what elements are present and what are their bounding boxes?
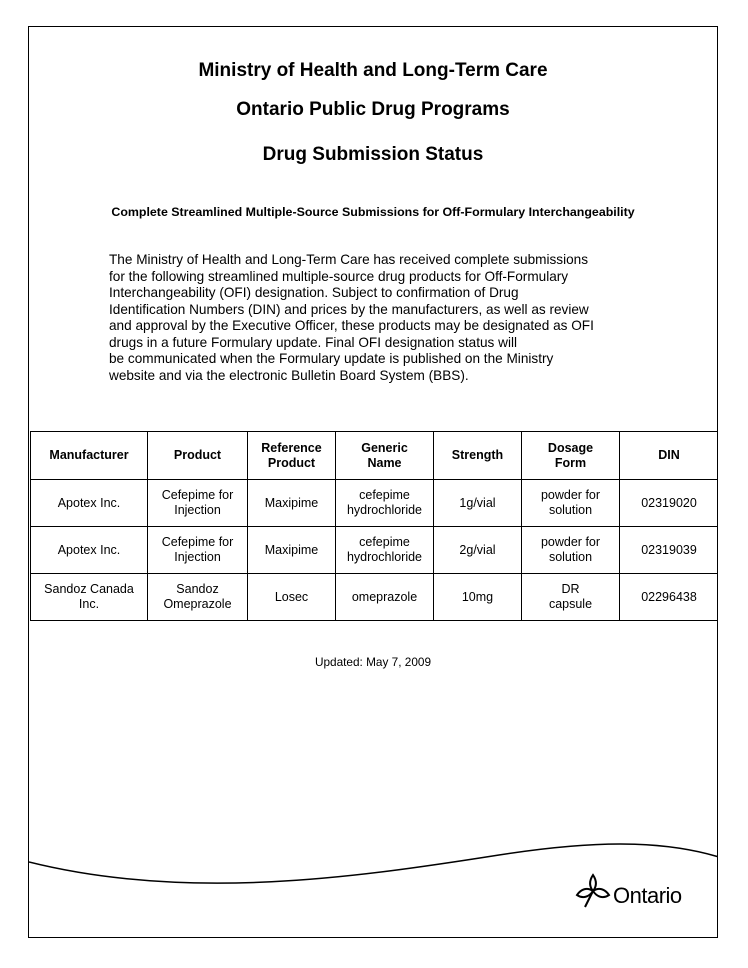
cell-strength: 10mg: [434, 574, 522, 621]
cell-product: Cefepime for Injection: [148, 527, 248, 574]
cell-reference: Maxipime: [248, 527, 336, 574]
cell-strength: 1g/vial: [434, 480, 522, 527]
column-header-reference-product: Reference Product: [248, 432, 336, 480]
cell-generic: cefepime hydrochloride: [336, 527, 434, 574]
intro-line: be communicated when the Formulary update is published on the Ministry: [109, 351, 554, 366]
column-header-dosage-form: Dosage Form: [522, 432, 620, 480]
column-header-product: Product: [148, 432, 248, 480]
table-header-row: [31, 432, 719, 480]
cell-din: 02319020: [620, 480, 719, 527]
cell-generic: omeprazole: [336, 574, 434, 621]
document-page: [28, 26, 718, 938]
cell-manufacturer: Apotex Inc.: [31, 527, 148, 574]
cell-dosage: powder for solution: [522, 527, 620, 574]
updated-date: Updated: May 7, 2009: [314, 655, 432, 669]
intro-line: and approval by the Executive Officer, these products may be designated as OFI: [109, 318, 594, 333]
cell-reference: Losec: [248, 574, 336, 621]
section-subtitle: Complete Streamlined Multiple-Source Submissions for Off-Formulary Interchangeability: [111, 205, 635, 219]
ministry-title: Ministry of Health and Long-Term Care: [198, 60, 548, 81]
column-header-generic-name: Generic Name: [336, 432, 434, 480]
program-title: Ontario Public Drug Programs: [236, 99, 510, 120]
cell-reference: Maxipime: [248, 480, 336, 527]
intro-line: Identification Numbers (DIN) and prices by the manufacturers, as well as review: [109, 301, 589, 317]
intro-line: drugs in a future Formulary update. Final OFI designation status will: [109, 334, 518, 350]
cell-manufacturer: Apotex Inc.: [31, 480, 148, 527]
cell-product: Sandoz Omeprazole: [148, 574, 248, 621]
intro-paragraph: [109, 252, 669, 384]
column-header-strength: Strength: [434, 432, 522, 480]
cell-din: 02296438: [620, 574, 719, 621]
intro-line: website and via the electronic Bulletin Board System (BBS).: [109, 367, 469, 383]
cell-din: 02319039: [620, 527, 719, 574]
table-row: [31, 574, 719, 621]
cell-generic: cefepime hydrochloride: [336, 480, 434, 527]
intro-line: for the following streamlined multiple-source drug products for Off-Formulary: [109, 268, 569, 284]
logo-wordmark: Ontario: [613, 883, 682, 908]
table-row: [31, 527, 719, 574]
drug-table: [30, 431, 718, 621]
cell-manufacturer: Sandoz Canada Inc.: [31, 574, 148, 621]
column-header-manufacturer: Manufacturer: [31, 432, 148, 480]
cell-strength: 2g/vial: [434, 527, 522, 574]
column-header-din: DIN: [620, 432, 719, 480]
ontario-logo: [573, 867, 693, 913]
cell-dosage: DR capsule: [522, 574, 620, 621]
intro-line: The Ministry of Health and Long-Term Care has received complete submissions: [109, 252, 589, 267]
trillium-icon: [573, 871, 613, 911]
cell-product: Cefepime for Injection: [148, 480, 248, 527]
intro-line: Interchangeability (OFI) designation. Subject to confirmation of Drug: [109, 285, 519, 300]
status-title: Drug Submission Status: [262, 144, 484, 165]
cell-dosage: powder for solution: [522, 480, 620, 527]
table-row: [31, 480, 719, 527]
